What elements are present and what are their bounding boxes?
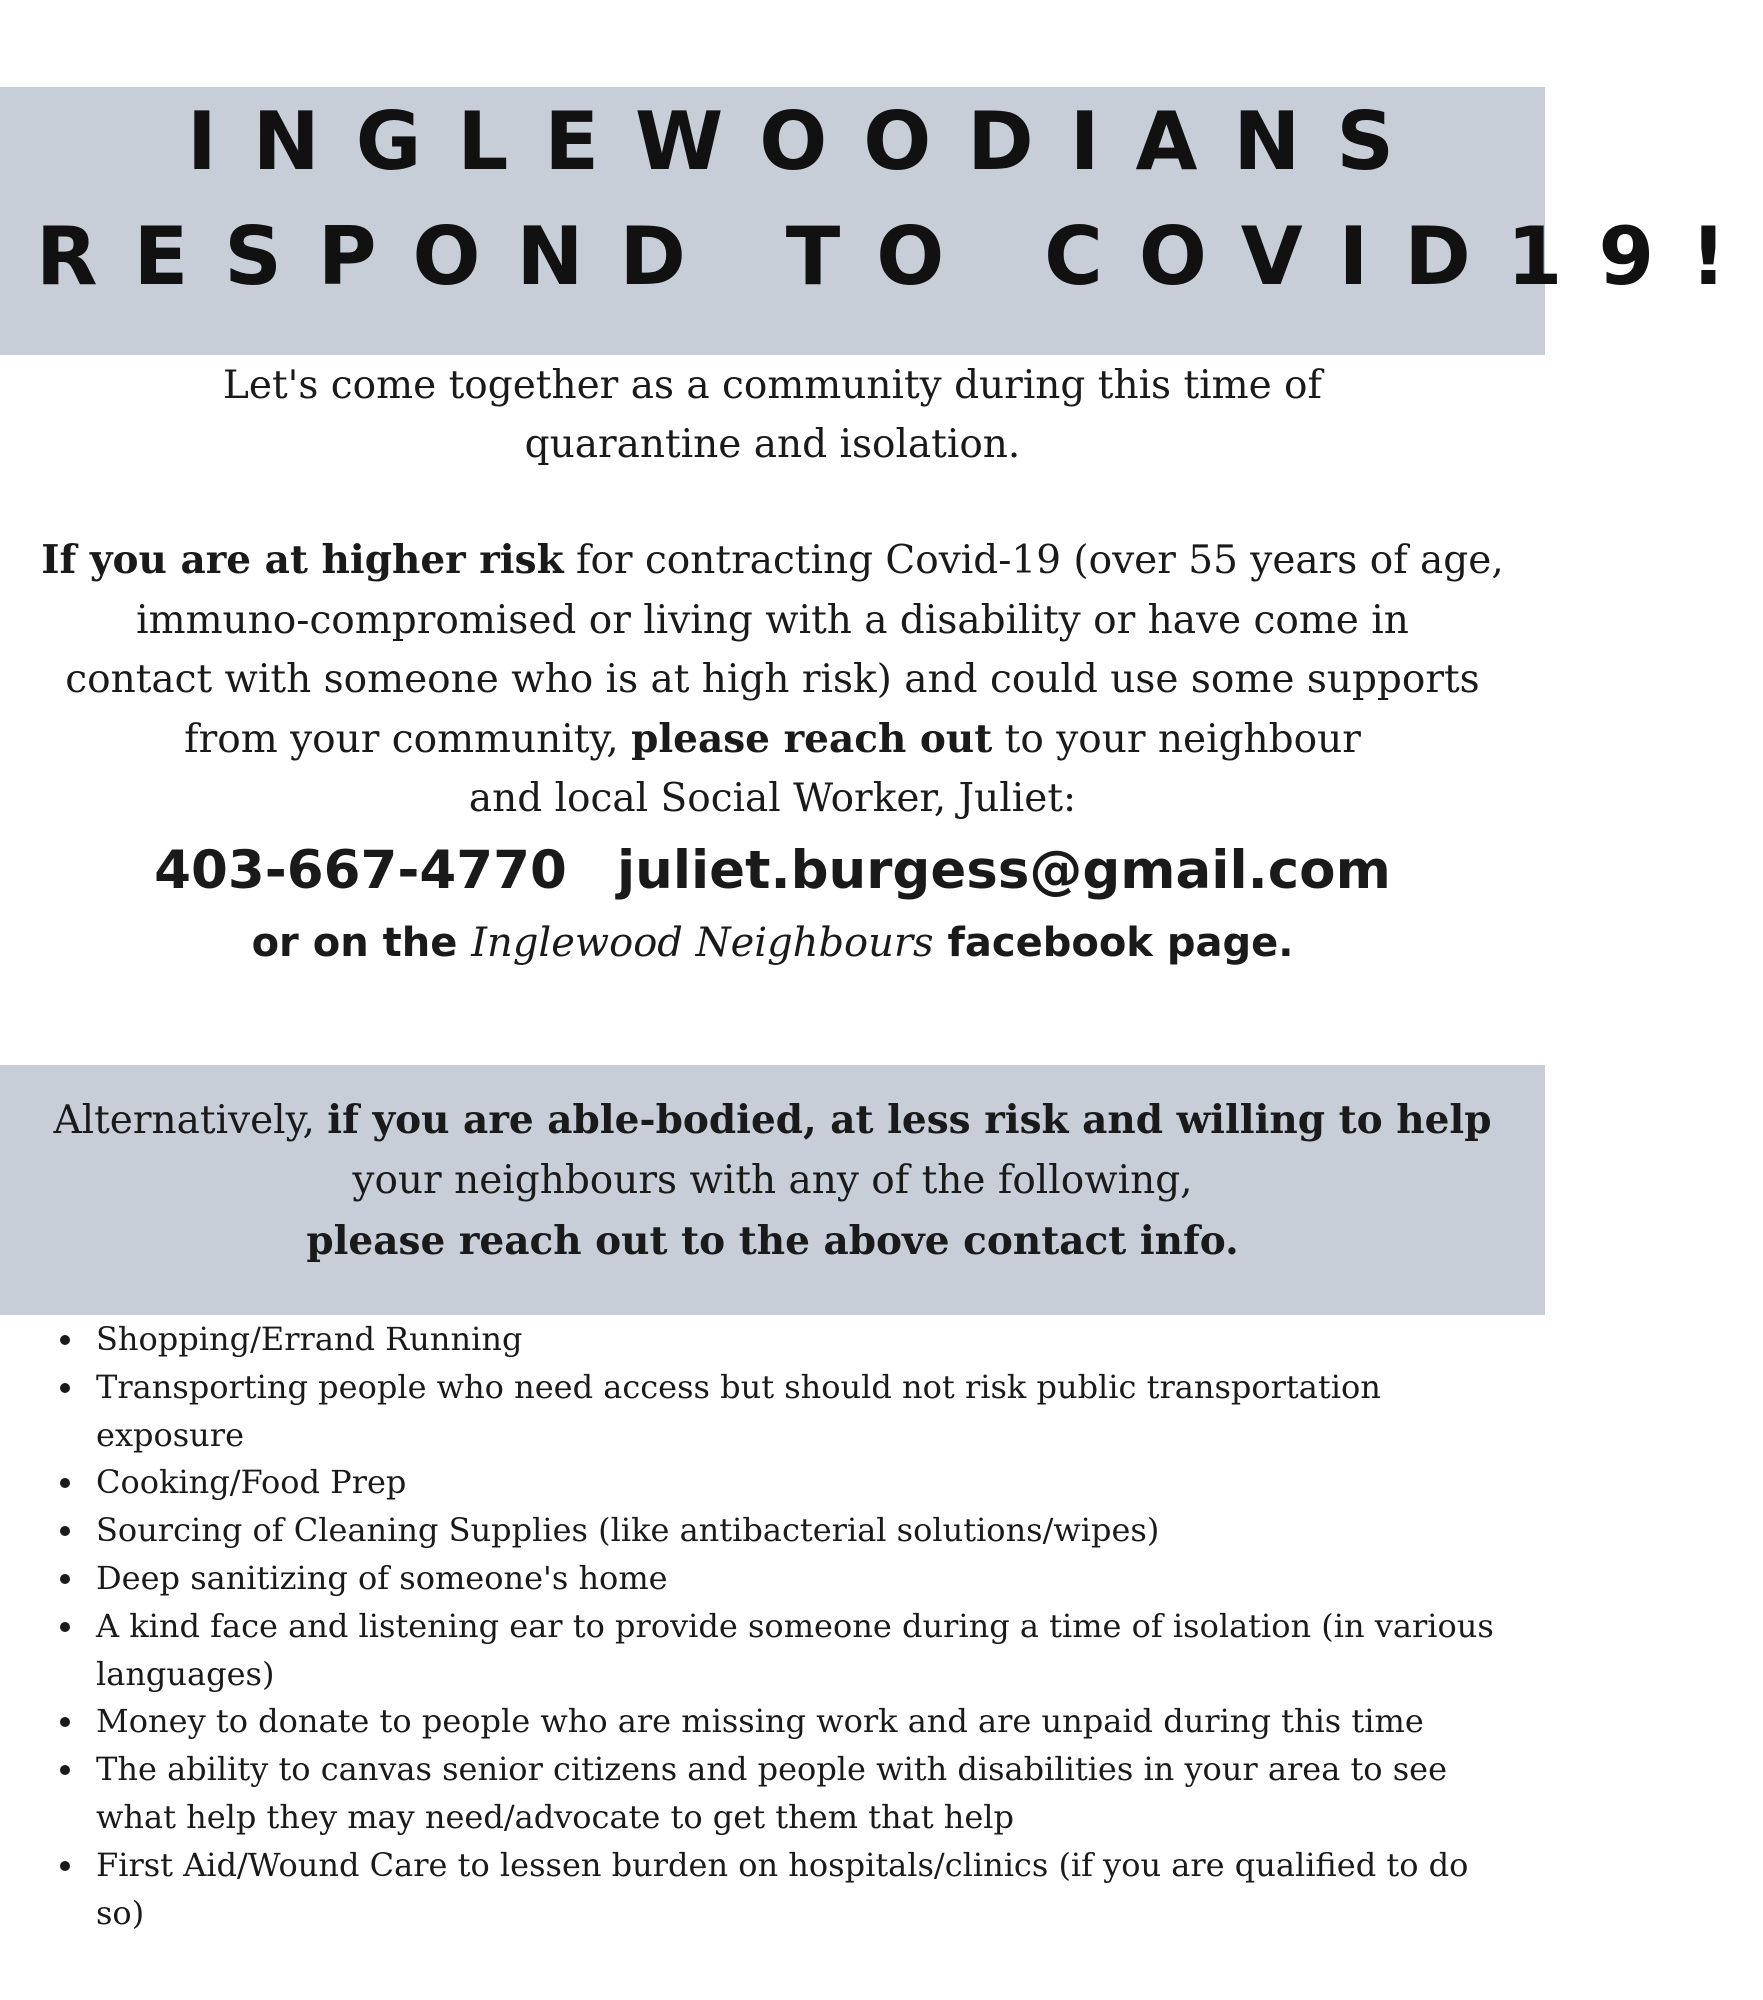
list-item-text: Shopping/Errand Running [96, 1320, 523, 1358]
facebook-post: facebook page. [933, 920, 1294, 966]
risk-line-5: and local Social Worker, Juliet: [468, 776, 1077, 821]
intro-line-2: quarantine and isolation. [524, 422, 1021, 467]
list-item [60, 1603, 1520, 1699]
risk-line-4-post: to your neighbour [992, 716, 1361, 762]
title-line-1: INGLEWOODIANS [187, 95, 1430, 188]
alternative-paragraph [0, 1090, 1545, 1272]
list-item-text: Transporting people who need access but should not risk public transportation exposure [96, 1367, 1381, 1454]
risk-line-3: contact with someone who is at high risk) and could use some supports [65, 657, 1480, 702]
contact-info [0, 836, 1545, 906]
bullet-icon [60, 1335, 70, 1345]
list-item-text: Sourcing of Cleaning Supplies (like antibacterial solutions/wipes) [96, 1511, 1160, 1550]
bullet-icon [60, 1478, 70, 1488]
alternative-lead: Alternatively, [53, 1098, 328, 1143]
risk-line-2: immuno-compromised or living with a disability or have come in [136, 597, 1409, 643]
list-item-text: First Aid/Wound Care to lessen burden on hospitals/clinics (if you are qualified to do so) [96, 1845, 1469, 1932]
list-item-text: Deep sanitizing of someone's home [96, 1558, 668, 1597]
help-list [60, 1316, 1520, 1937]
list-item [60, 1507, 1520, 1555]
higher-risk-lead: If you are at higher risk [41, 537, 564, 583]
reach-out-emphasis: please reach out [631, 715, 993, 762]
intro-line-1: Let's come together as a community during this time of [223, 363, 1322, 408]
list-item-text: Cooking/Food Prep [96, 1463, 407, 1502]
bullet-icon [60, 1717, 70, 1727]
facebook-line [0, 915, 1545, 971]
list-item-text: Money to donate to people who are missing work and are unpaid during this time [96, 1702, 1424, 1741]
list-item-text: A kind face and listening ear to provide someone during a time of isolation (in various languages) [96, 1606, 1494, 1693]
title-line-2: RESPOND TO COVID19! [36, 210, 1763, 303]
list-item [60, 1698, 1520, 1746]
bullet-icon [60, 1861, 70, 1871]
list-item [60, 1316, 1520, 1364]
list-item-text: The ability to canvas senior citizens and people with disabilities in your area to see what help they may need/advocate to get them that help [96, 1750, 1448, 1836]
bullet-icon [60, 1383, 70, 1393]
list-item [60, 1555, 1520, 1603]
bullet-icon [60, 1574, 70, 1584]
bullet-icon [60, 1622, 70, 1632]
list-item [60, 1746, 1520, 1842]
risk-line-4-pre: from your community, [184, 716, 632, 762]
email-address[interactable]: juliet.burgess@gmail.com [616, 840, 1391, 901]
list-item [60, 1459, 1520, 1507]
phone-number[interactable]: 403-667-4770 [154, 840, 567, 901]
alternative-line-3: please reach out to the above contact info. [306, 1218, 1239, 1264]
list-item [60, 1364, 1520, 1460]
facebook-pre: or on the [251, 920, 472, 966]
bullet-icon [60, 1765, 70, 1775]
facebook-group-name: Inglewood Neighbours [471, 920, 934, 966]
intro-paragraph [0, 356, 1545, 474]
alternative-bold: if you are able-bodied, at less risk and willing to help [327, 1097, 1492, 1143]
higher-risk-paragraph [0, 531, 1545, 829]
list-item [60, 1842, 1520, 1938]
risk-line-1: for contracting Covid-19 (over 55 years of age, [563, 538, 1504, 583]
alternative-line-2: your neighbours with any of the following, [352, 1158, 1193, 1203]
bullet-icon [60, 1526, 70, 1536]
